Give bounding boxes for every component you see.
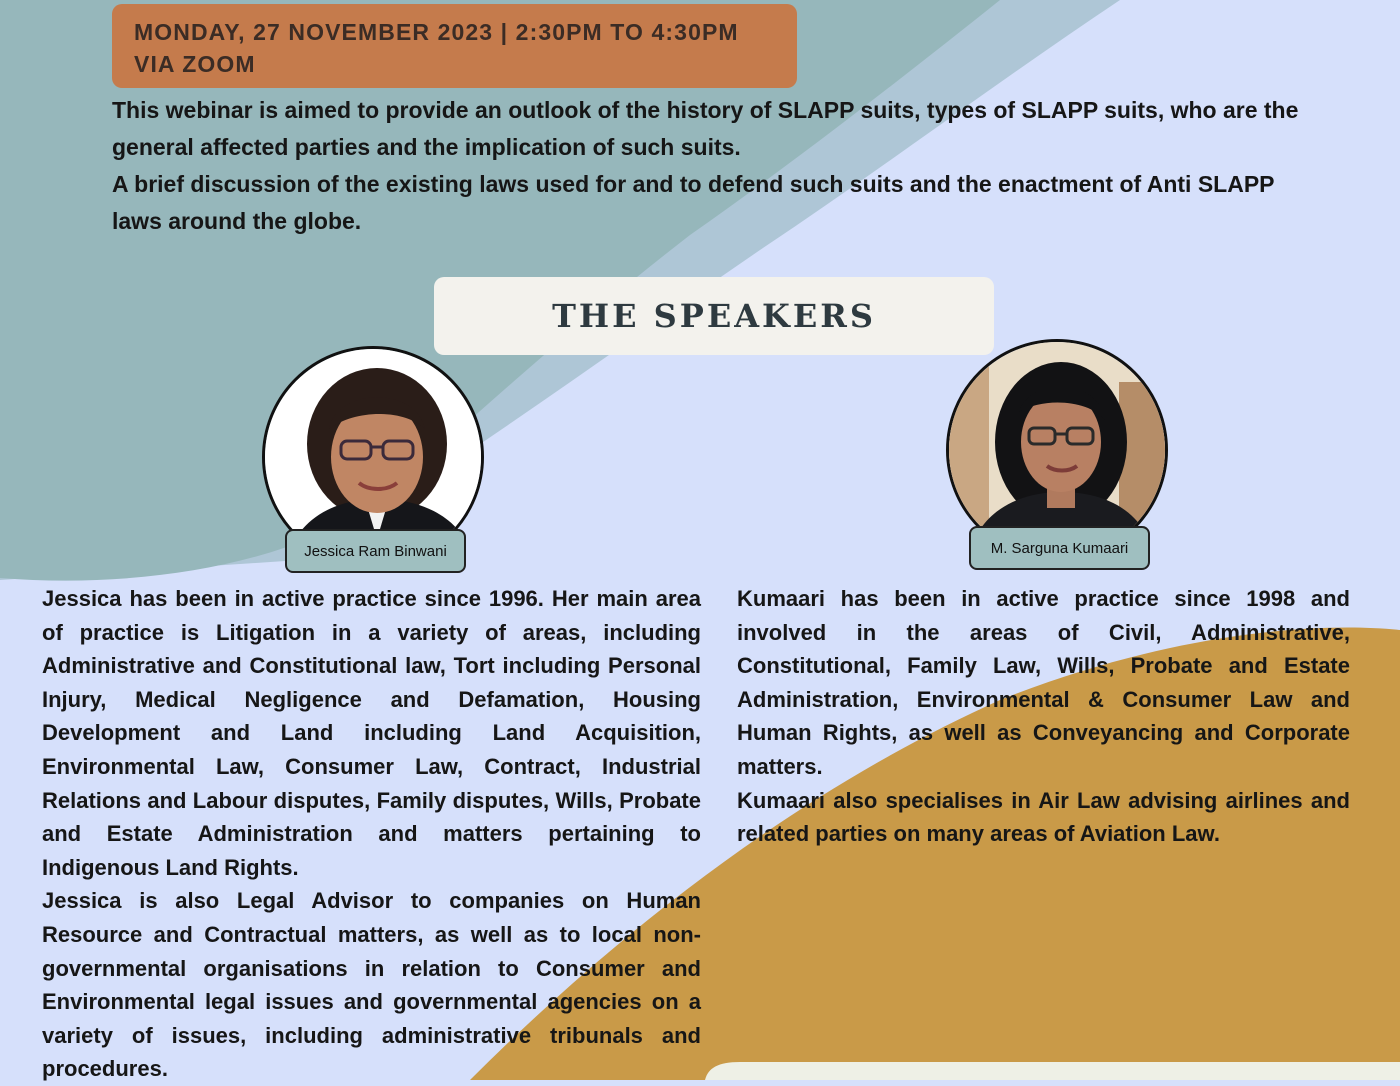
bio-paragraph: Kumaari also specialises in Air Law advising airlines and related parties on many areas of Aviation Law. — [737, 787, 1350, 847]
description-paragraph: A brief discussion of the existing laws used for and to defend such suits and the enactment of Anti SLAPP laws around the globe. — [112, 171, 1275, 234]
bio-paragraph: Jessica is also Legal Advisor to companies on Human Resource and Contractual matters, as well as to local non-governmental organisations in relation to Consumer and Environmental legal issues and governmental agencies on a variety of issues, including administrative tribunals and procedures. — [42, 888, 701, 1082]
speaker-bio-jessica — [42, 582, 701, 1086]
event-date-box — [112, 4, 797, 88]
webinar-description — [112, 92, 1302, 240]
speaker-name-tag-jessica — [285, 529, 466, 573]
speaker-name: M. Sarguna Kumaari — [990, 539, 1129, 557]
event-date-line: MONDAY, 27 NOVEMBER 2023 | 2:30PM TO 4:30PM — [134, 19, 739, 45]
speaker-name-tag-kumaari — [969, 526, 1150, 570]
speakers-heading-box — [434, 277, 994, 355]
speaker-name: Jessica Ram Binwani — [304, 542, 447, 560]
speakers-heading: THE SPEAKERS — [552, 297, 876, 335]
event-venue-line: VIA ZOOM — [134, 51, 256, 77]
bottom-card-edge — [705, 1062, 1400, 1080]
description-paragraph: This webinar is aimed to provide an outlook of the history of SLAPP suits, types of SLAPP suits, who are the general affected parties and the implication of such suits. — [112, 97, 1299, 160]
speaker-bio-kumaari — [737, 582, 1350, 851]
bio-paragraph: Jessica has been in active practice since 1996. Her main area of practice is Litigation in a variety of areas, including Administrative and Constitutional law, Tort including Personal Injury, Medical Negligence and Defamation, Housing Development and Land including Land Acquisition, Environmental Law, Consumer Law, Contract, Industrial Relations and Labour disputes, Family disputes, Wills, Probate and Estate Administration and matters pertaining to Indigenous Land Rights. — [42, 586, 701, 880]
bio-paragraph: Kumaari has been in active practice since 1998 and involved in the areas of Civil, Administrative, Constitutional, Family Law, Wills, Probate and Estate Administration, Environmental & Consumer Law and Human Rights, as well as Conveyancing and Corporate matters. — [737, 586, 1350, 779]
